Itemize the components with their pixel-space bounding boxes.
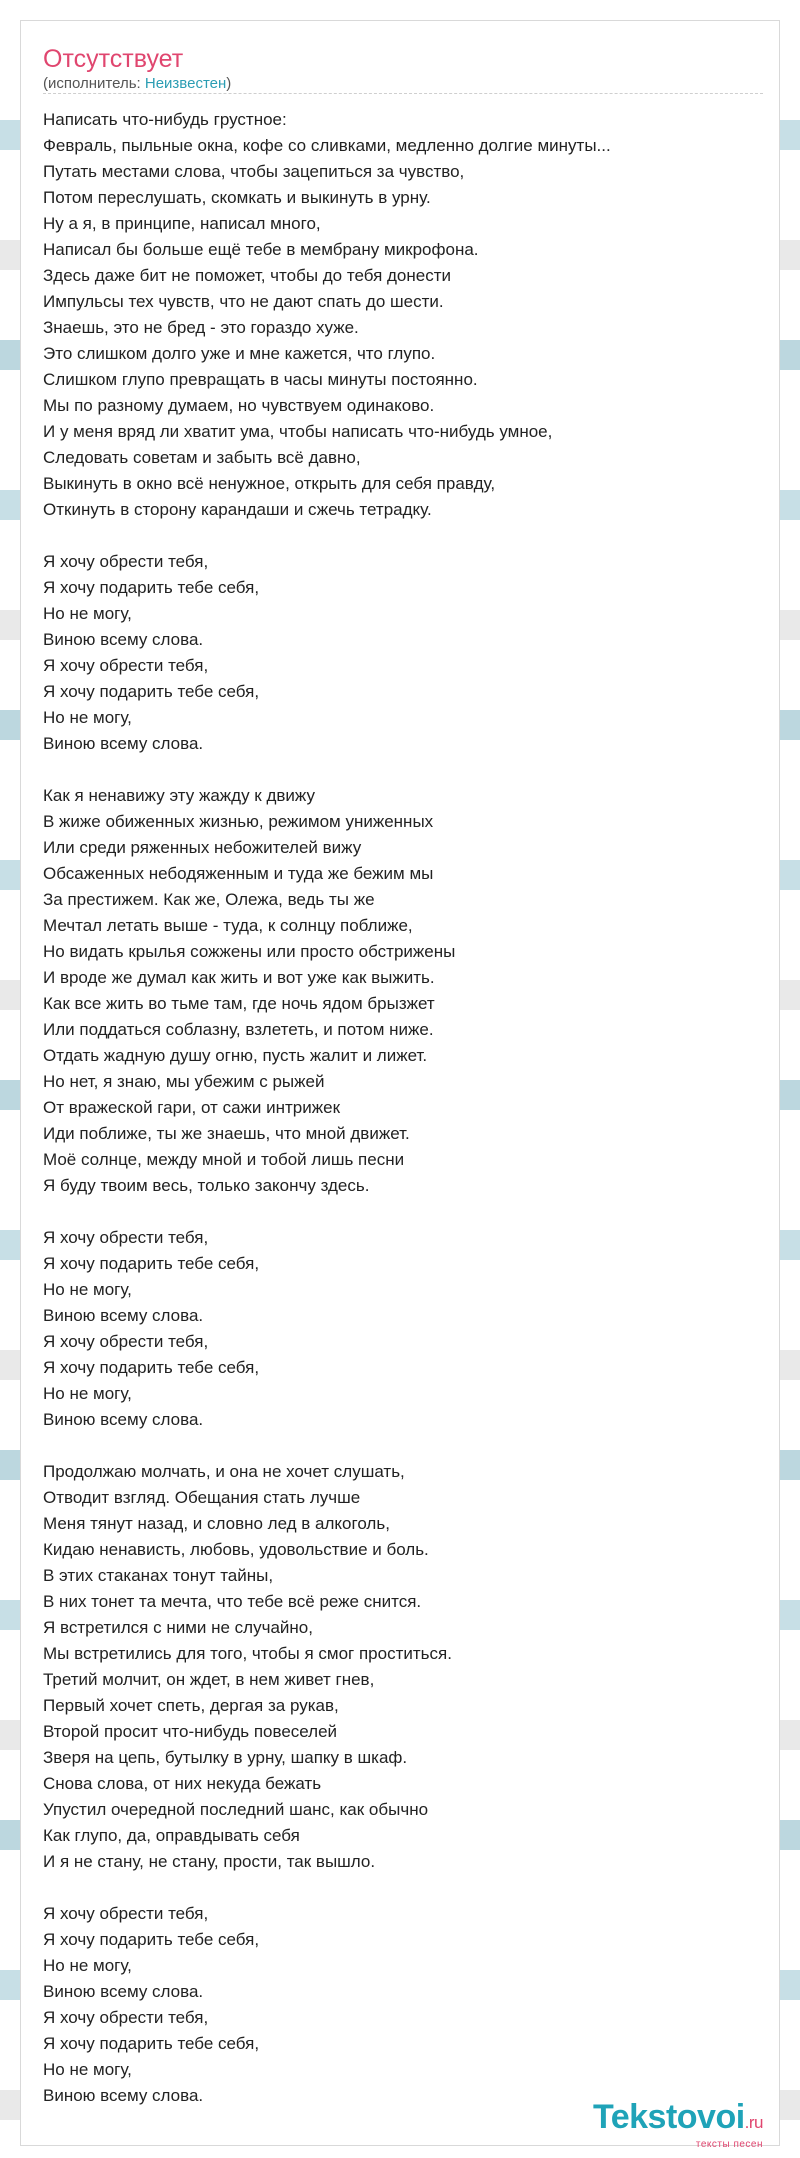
performer-prefix: (исполнитель:	[43, 75, 145, 92]
lyrics-line: Меня тянут назад, и словно лед в алкоголь,	[43, 1514, 390, 1533]
lyrics-line: И у меня вряд ли хватит ума, чтобы написать что-нибудь умное,	[43, 422, 553, 441]
lyrics-stanza	[43, 783, 763, 1199]
lyrics-line: Но не могу,	[43, 1956, 132, 1975]
lyrics-line: Написать что-нибудь грустное:	[43, 110, 287, 129]
lyrics-line: В этих стаканах тонут тайны,	[43, 1566, 274, 1585]
lyrics-line: Я хочу подарить тебе себя,	[43, 2034, 260, 2053]
lyrics-line: Но не могу,	[43, 2060, 132, 2079]
lyrics-line: Иди поближе, ты же знаешь, что мной движет.	[43, 1124, 410, 1143]
performer-line	[43, 75, 231, 92]
lyrics-line: Откинуть в сторону карандаши и сжечь тетрадку.	[43, 500, 432, 519]
lyrics-line: Я хочу обрести тебя,	[43, 552, 209, 571]
lyrics-line: Я хочу подарить тебе себя,	[43, 1358, 260, 1377]
logo-name: Tekstovoi	[592, 2098, 745, 2136]
lyrics-line: За престижем. Как же, Олежа, ведь ты же	[43, 890, 375, 909]
lyrics-line: Слишком глупо превращать в часы минуты постоянно.	[43, 370, 478, 389]
lyrics-line: Третий молчит, он ждет, в нем живет гнев,	[43, 1670, 375, 1689]
lyrics-line: Мы встретились для того, чтобы я смог проститься.	[43, 1644, 452, 1663]
lyrics-line: Мы по разному думаем, но чувствуем одинаково.	[43, 396, 435, 415]
lyrics-line: Здесь даже бит не поможет, чтобы до тебя донести	[43, 266, 452, 285]
lyrics-stanza	[43, 549, 763, 757]
lyrics-line: Но не могу,	[43, 708, 132, 727]
lyrics-line: Но не могу,	[43, 604, 132, 623]
performer-suffix: )	[226, 75, 232, 92]
lyrics-line: Путать местами слова, чтобы зацепиться за чувство,	[43, 162, 465, 181]
lyrics-line: Виною всему слова.	[43, 2086, 204, 2105]
title-divider	[43, 93, 763, 94]
lyrics-line: Выкинуть в окно всё ненужное, открыть для себя правду,	[43, 474, 496, 493]
lyrics-line: Но нет, я знаю, мы убежим с рыжей	[43, 1072, 325, 1091]
lyrics-line: От вражеской гари, от сажи интрижек	[43, 1098, 341, 1117]
lyrics-line: Снова слова, от них некуда бежать	[43, 1774, 322, 1793]
lyrics-line: Знаешь, это не бред - это гораздо хуже.	[43, 318, 359, 337]
lyrics-line: Потом переслушать, скомкать и выкинуть в урну.	[43, 188, 431, 207]
lyrics-line: Я хочу обрести тебя,	[43, 1332, 209, 1351]
lyrics-line: Но видать крылья сожжены или просто обстрижены	[43, 942, 456, 961]
lyrics-stanza	[43, 1225, 763, 1433]
lyrics-line: Первый хочет спеть, дергая за рукав,	[43, 1696, 339, 1715]
performer-link[interactable]: Неизвестен	[144, 75, 227, 92]
lyrics-line: Это слишком долго уже и мне кажется, что глупо.	[43, 344, 436, 363]
lyrics-line: В жиже обиженных жизнью, режимом униженных	[43, 812, 434, 831]
lyrics-line: Обсаженных небодяженным и туда же бежим мы	[43, 864, 434, 883]
lyrics-line: Я хочу обрести тебя,	[43, 656, 209, 675]
lyrics-line: Я буду твоим весь, только закончу здесь.	[43, 1176, 370, 1195]
lyrics-line: Как я ненавижу эту жажду к движу	[43, 786, 315, 805]
lyrics-line: Написал бы больше ещё тебе в мембрану микрофона.	[43, 240, 479, 259]
lyrics-line: Отдать жадную душу огню, пусть жалит и лижет.	[43, 1046, 428, 1065]
logo-tld: .ru	[744, 2113, 763, 2132]
site-logo[interactable]	[593, 2099, 763, 2150]
lyrics-line: Виною всему слова.	[43, 734, 204, 753]
lyrics-line: Виною всему слова.	[43, 1410, 204, 1429]
lyrics-line: Но не могу,	[43, 1384, 132, 1403]
lyrics-line: Я хочу подарить тебе себя,	[43, 1254, 260, 1273]
lyrics-line: Я хочу подарить тебе себя,	[43, 682, 260, 701]
lyrics-stanza	[43, 1459, 763, 1875]
lyrics-line: Я хочу обрести тебя,	[43, 1904, 209, 1923]
lyrics-line: Второй просит что-нибудь повеселей	[43, 1722, 338, 1741]
lyrics-stanza	[43, 1901, 763, 2109]
lyrics-line: Я встретился с ними не случайно,	[43, 1618, 313, 1637]
lyrics-line: Кидаю ненависть, любовь, удовольствие и боль.	[43, 1540, 429, 1559]
lyrics-text	[43, 107, 763, 2135]
lyrics-line: Ну а я, в принципе, написал много,	[43, 214, 321, 233]
lyrics-line: Моё солнце, между мной и тобой лишь песни	[43, 1150, 405, 1169]
lyrics-stanza	[43, 107, 763, 523]
lyrics-line: Я хочу подарить тебе себя,	[43, 1930, 260, 1949]
lyrics-line: И вроде же думал как жить и вот уже как выжить.	[43, 968, 435, 987]
lyrics-line: Виною всему слова.	[43, 630, 204, 649]
lyrics-line: Я хочу обрести тебя,	[43, 2008, 209, 2027]
lyrics-line: Или поддаться соблазну, взлететь, и потом ниже.	[43, 1020, 434, 1039]
lyrics-line: Февраль, пыльные окна, кофе со сливками, медленно долгие минуты...	[43, 136, 611, 155]
lyrics-line: Или среди ряженных небожителей вижу	[43, 838, 362, 857]
lyrics-line: И я не стану, не стану, прости, так вышло.	[43, 1852, 376, 1871]
lyrics-line: Виною всему слова.	[43, 1982, 204, 2001]
lyrics-line: Как глупо, да, оправдывать себя	[43, 1826, 300, 1845]
lyrics-line: В них тонет та мечта, что тебе всё реже снится.	[43, 1592, 422, 1611]
lyrics-line: Я хочу подарить тебе себя,	[43, 578, 260, 597]
lyrics-card	[20, 20, 780, 2150]
logo-tagline: тексты песен	[695, 2139, 763, 2150]
song-title: Отсутствует	[43, 45, 184, 73]
lyrics-line: Следовать советам и забыть всё давно,	[43, 448, 361, 467]
logo-wordmark	[593, 2099, 763, 2141]
lyrics-line: Я хочу обрести тебя,	[43, 1228, 209, 1247]
lyrics-line: Упустил очередной последний шанс, как обычно	[43, 1800, 429, 1819]
lyrics-line: Отводит взгляд. Обещания стать лучше	[43, 1488, 361, 1507]
lyrics-line: Как все жить во тьме там, где ночь ядом брызжет	[43, 994, 435, 1013]
lyrics-line: Но не могу,	[43, 1280, 132, 1299]
lyrics-line: Импульсы тех чувств, что не дают спать до шести.	[43, 292, 444, 311]
lyrics-line: Мечтал летать выше - туда, к солнцу поближе,	[43, 916, 413, 935]
lyrics-line: Продолжаю молчать, и она не хочет слушать,	[43, 1462, 405, 1481]
lyrics-line: Виною всему слова.	[43, 1306, 204, 1325]
lyrics-line: Зверя на цепь, бутылку в урну, шапку в шкаф.	[43, 1748, 408, 1767]
